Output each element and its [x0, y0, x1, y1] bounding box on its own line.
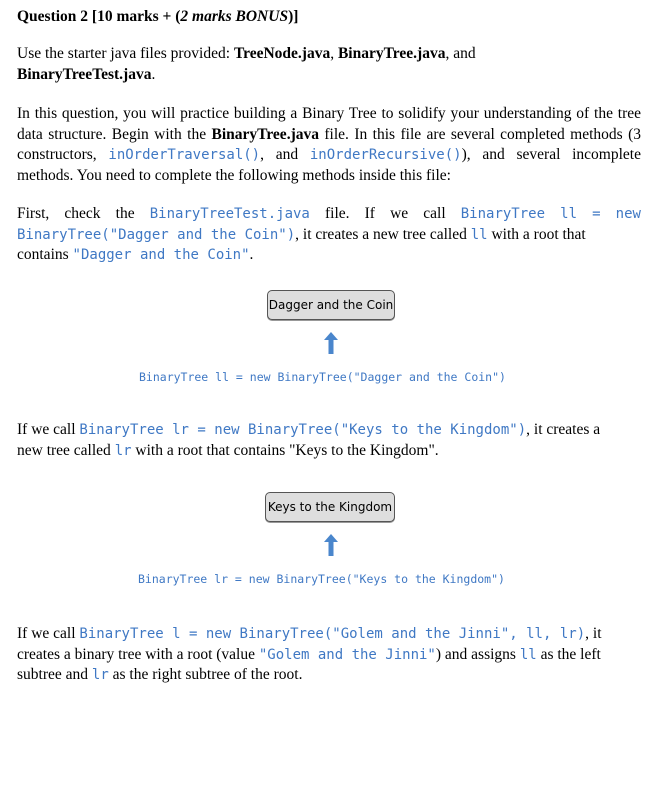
first-check-line1: First, check the BinaryTreeTest.java file. If we call BinaryTree ll = new: [17, 204, 641, 225]
figure1-caption: BinaryTree ll = new BinaryTree("Dagger and the Coin"): [139, 370, 506, 384]
file-treenode: TreeNode.java: [233, 45, 331, 62]
file-binarytree-ref: BinaryTree.java: [211, 125, 319, 143]
heading-suffix: )]: [288, 8, 299, 25]
first-check-paragraph: [17, 204, 641, 266]
first-check-line2: BinaryTree("Dagger and the Coin"), it creates a new tree called ll with a root that: [17, 225, 586, 243]
figure2-caption: BinaryTree lr = new BinaryTree("Keys to the Kingdom"): [138, 572, 505, 586]
code-binarytreetest-file: BinaryTreeTest.java: [149, 206, 310, 222]
up-arrow-icon: [324, 332, 338, 354]
tree-node-dagger: Dagger and the Coin: [267, 290, 395, 320]
code-l-constructor: BinaryTree l = new BinaryTree("Golem and the Jinni", ll, lr): [79, 626, 586, 642]
golem-paragraph: If we call BinaryTree l = new BinaryTree("Golem and the Jinni", ll, lr), it creates a binary tree with a root (value "Golem and the Jinni") and assigns ll as the left subtree and lr as the right subtree of the root.: [17, 625, 602, 683]
first-check-line3: contains "Dagger and the Coin".: [17, 246, 254, 263]
up-arrow-icon: [324, 534, 338, 556]
tree-node-keys: Keys to the Kingdom: [265, 492, 395, 522]
starter-files-paragraph: Use the starter java files provided: TreeNode.java, BinaryTree.java, and BinaryTreeTest.java.: [17, 45, 476, 83]
code-inorder-traversal: inOrderTraversal(): [108, 147, 261, 163]
file-binarytreetest: BinaryTreeTest.java: [17, 65, 152, 83]
keys-paragraph: If we call BinaryTree lr = new BinaryTree("Keys to the Kingdom"), it creates a new tree called lr with a root that contains "Keys to the Kingdom".: [17, 421, 601, 459]
question-heading: [17, 8, 298, 26]
heading-prefix: Question 2 [10 marks + (: [17, 8, 181, 25]
code-lr-constructor: BinaryTree lr = new BinaryTree("Keys to the Kingdom"): [79, 422, 527, 438]
code-inorder-recursive: inOrderRecursive(): [309, 147, 462, 163]
intro-paragraph: In this question, you will practice building a Binary Tree to solidify your understanding of the tree data structure. Begin with the BinaryTree.java file. In this file are several completed methods (3 constructors, inOrderTraversal(), and inOrderRecursive()), and several incomplete methods. You need to complete the following methods inside this file:: [17, 105, 641, 184]
heading-bonus: 2 marks BONUS: [180, 8, 289, 25]
file-binarytree: BinaryTree.java: [337, 45, 446, 62]
